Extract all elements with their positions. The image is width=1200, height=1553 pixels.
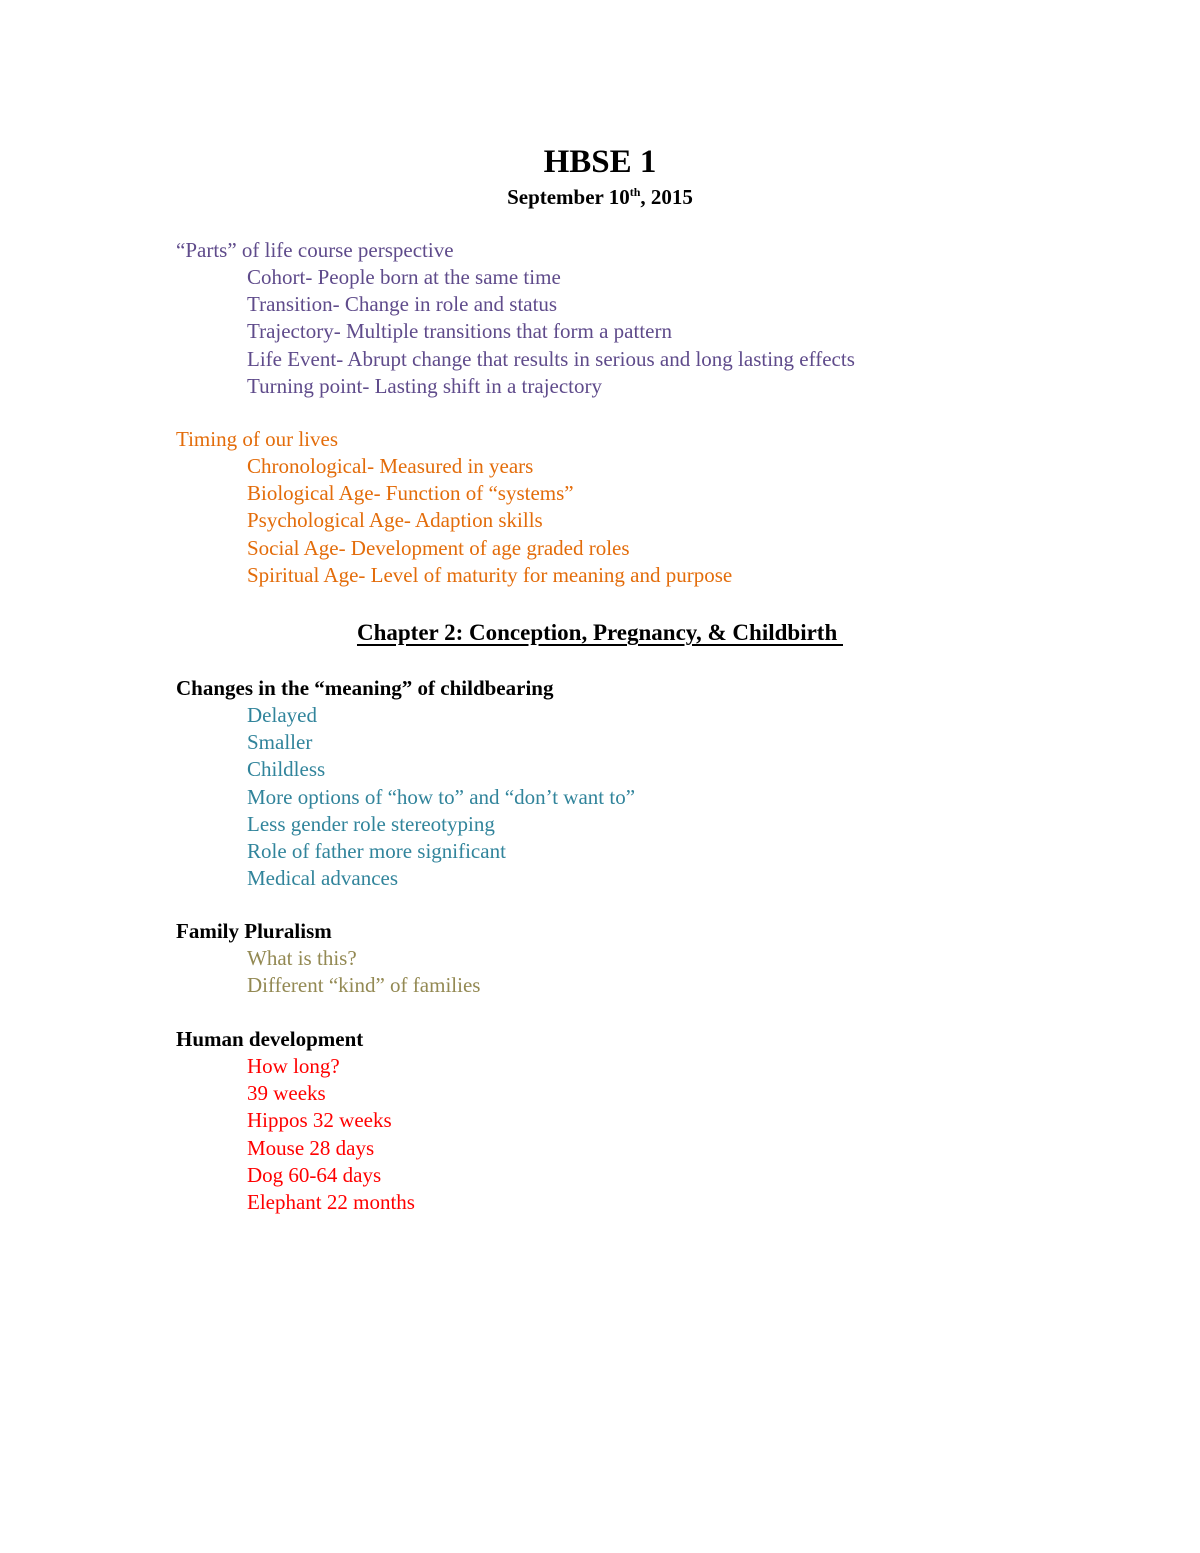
- list-item: Elephant 22 months: [247, 1190, 415, 1215]
- list-item: 39 weeks: [247, 1081, 326, 1106]
- date-suffix: , 2015: [640, 185, 693, 209]
- list-item: Social Age- Development of age graded roles: [247, 535, 630, 560]
- list-item: Childless: [247, 757, 326, 782]
- section-life-course-parts: [176, 237, 1126, 400]
- section-timing-of-lives: [176, 426, 1126, 589]
- list-item: Smaller: [247, 730, 313, 755]
- list-item: Role of father more significant: [247, 839, 506, 864]
- list-item: More options of “how to” and “don’t want to”: [247, 784, 636, 809]
- section-heading: Family Pluralism: [176, 919, 332, 943]
- date-superscript: th: [629, 185, 641, 199]
- chapter-heading-text: Chapter 2: Conception, Pregnancy, & Childbirth: [356, 620, 843, 645]
- item-list: [176, 453, 1126, 589]
- item-list: [176, 702, 1126, 892]
- section-childbearing-changes: [176, 675, 1126, 892]
- item-list: [176, 264, 1126, 400]
- section-family-pluralism: [176, 918, 1126, 999]
- section-human-development: [176, 1026, 1126, 1216]
- document-title: HBSE 1: [543, 144, 657, 180]
- item-list: [176, 945, 1126, 999]
- section-heading: “Parts” of life course perspective: [176, 238, 454, 262]
- item-list: [176, 1053, 1126, 1216]
- list-item: Psychological Age- Adaption skills: [247, 508, 543, 533]
- list-item: Chronological- Measured in years: [247, 454, 534, 478]
- list-item: Spiritual Age- Level of maturity for meaning and purpose: [247, 562, 733, 587]
- list-item: Trajectory- Multiple transitions that form a pattern: [247, 319, 672, 344]
- list-item: How long?: [247, 1054, 340, 1078]
- section-heading: Human development: [176, 1027, 364, 1051]
- section-heading: Changes in the “meaning” of childbearing: [176, 676, 554, 700]
- list-item: Hippos 32 weeks: [247, 1108, 392, 1133]
- section-heading: Timing of our lives: [176, 427, 338, 451]
- list-item: Turning point- Lasting shift in a trajectory: [247, 373, 603, 398]
- date-prefix: September 10: [507, 185, 630, 209]
- list-item: Life Event- Abrupt change that results in serious and long lasting effects: [247, 346, 855, 371]
- list-item: Cohort- People born at the same time: [247, 265, 561, 289]
- list-item: Medical advances: [247, 866, 399, 891]
- list-item: What is this?: [247, 946, 357, 970]
- list-item: Less gender role stereotyping: [247, 811, 495, 836]
- list-item: Mouse 28 days: [247, 1135, 375, 1160]
- list-item: Transition- Change in role and status: [247, 292, 558, 317]
- list-item: Dog 60-64 days: [247, 1162, 382, 1187]
- list-item: Different “kind” of families: [247, 973, 481, 998]
- chapter-heading: [0, 618, 1200, 648]
- list-item: Delayed: [247, 703, 317, 727]
- document-date: [0, 184, 1200, 210]
- list-item: Biological Age- Function of “systems”: [247, 481, 574, 506]
